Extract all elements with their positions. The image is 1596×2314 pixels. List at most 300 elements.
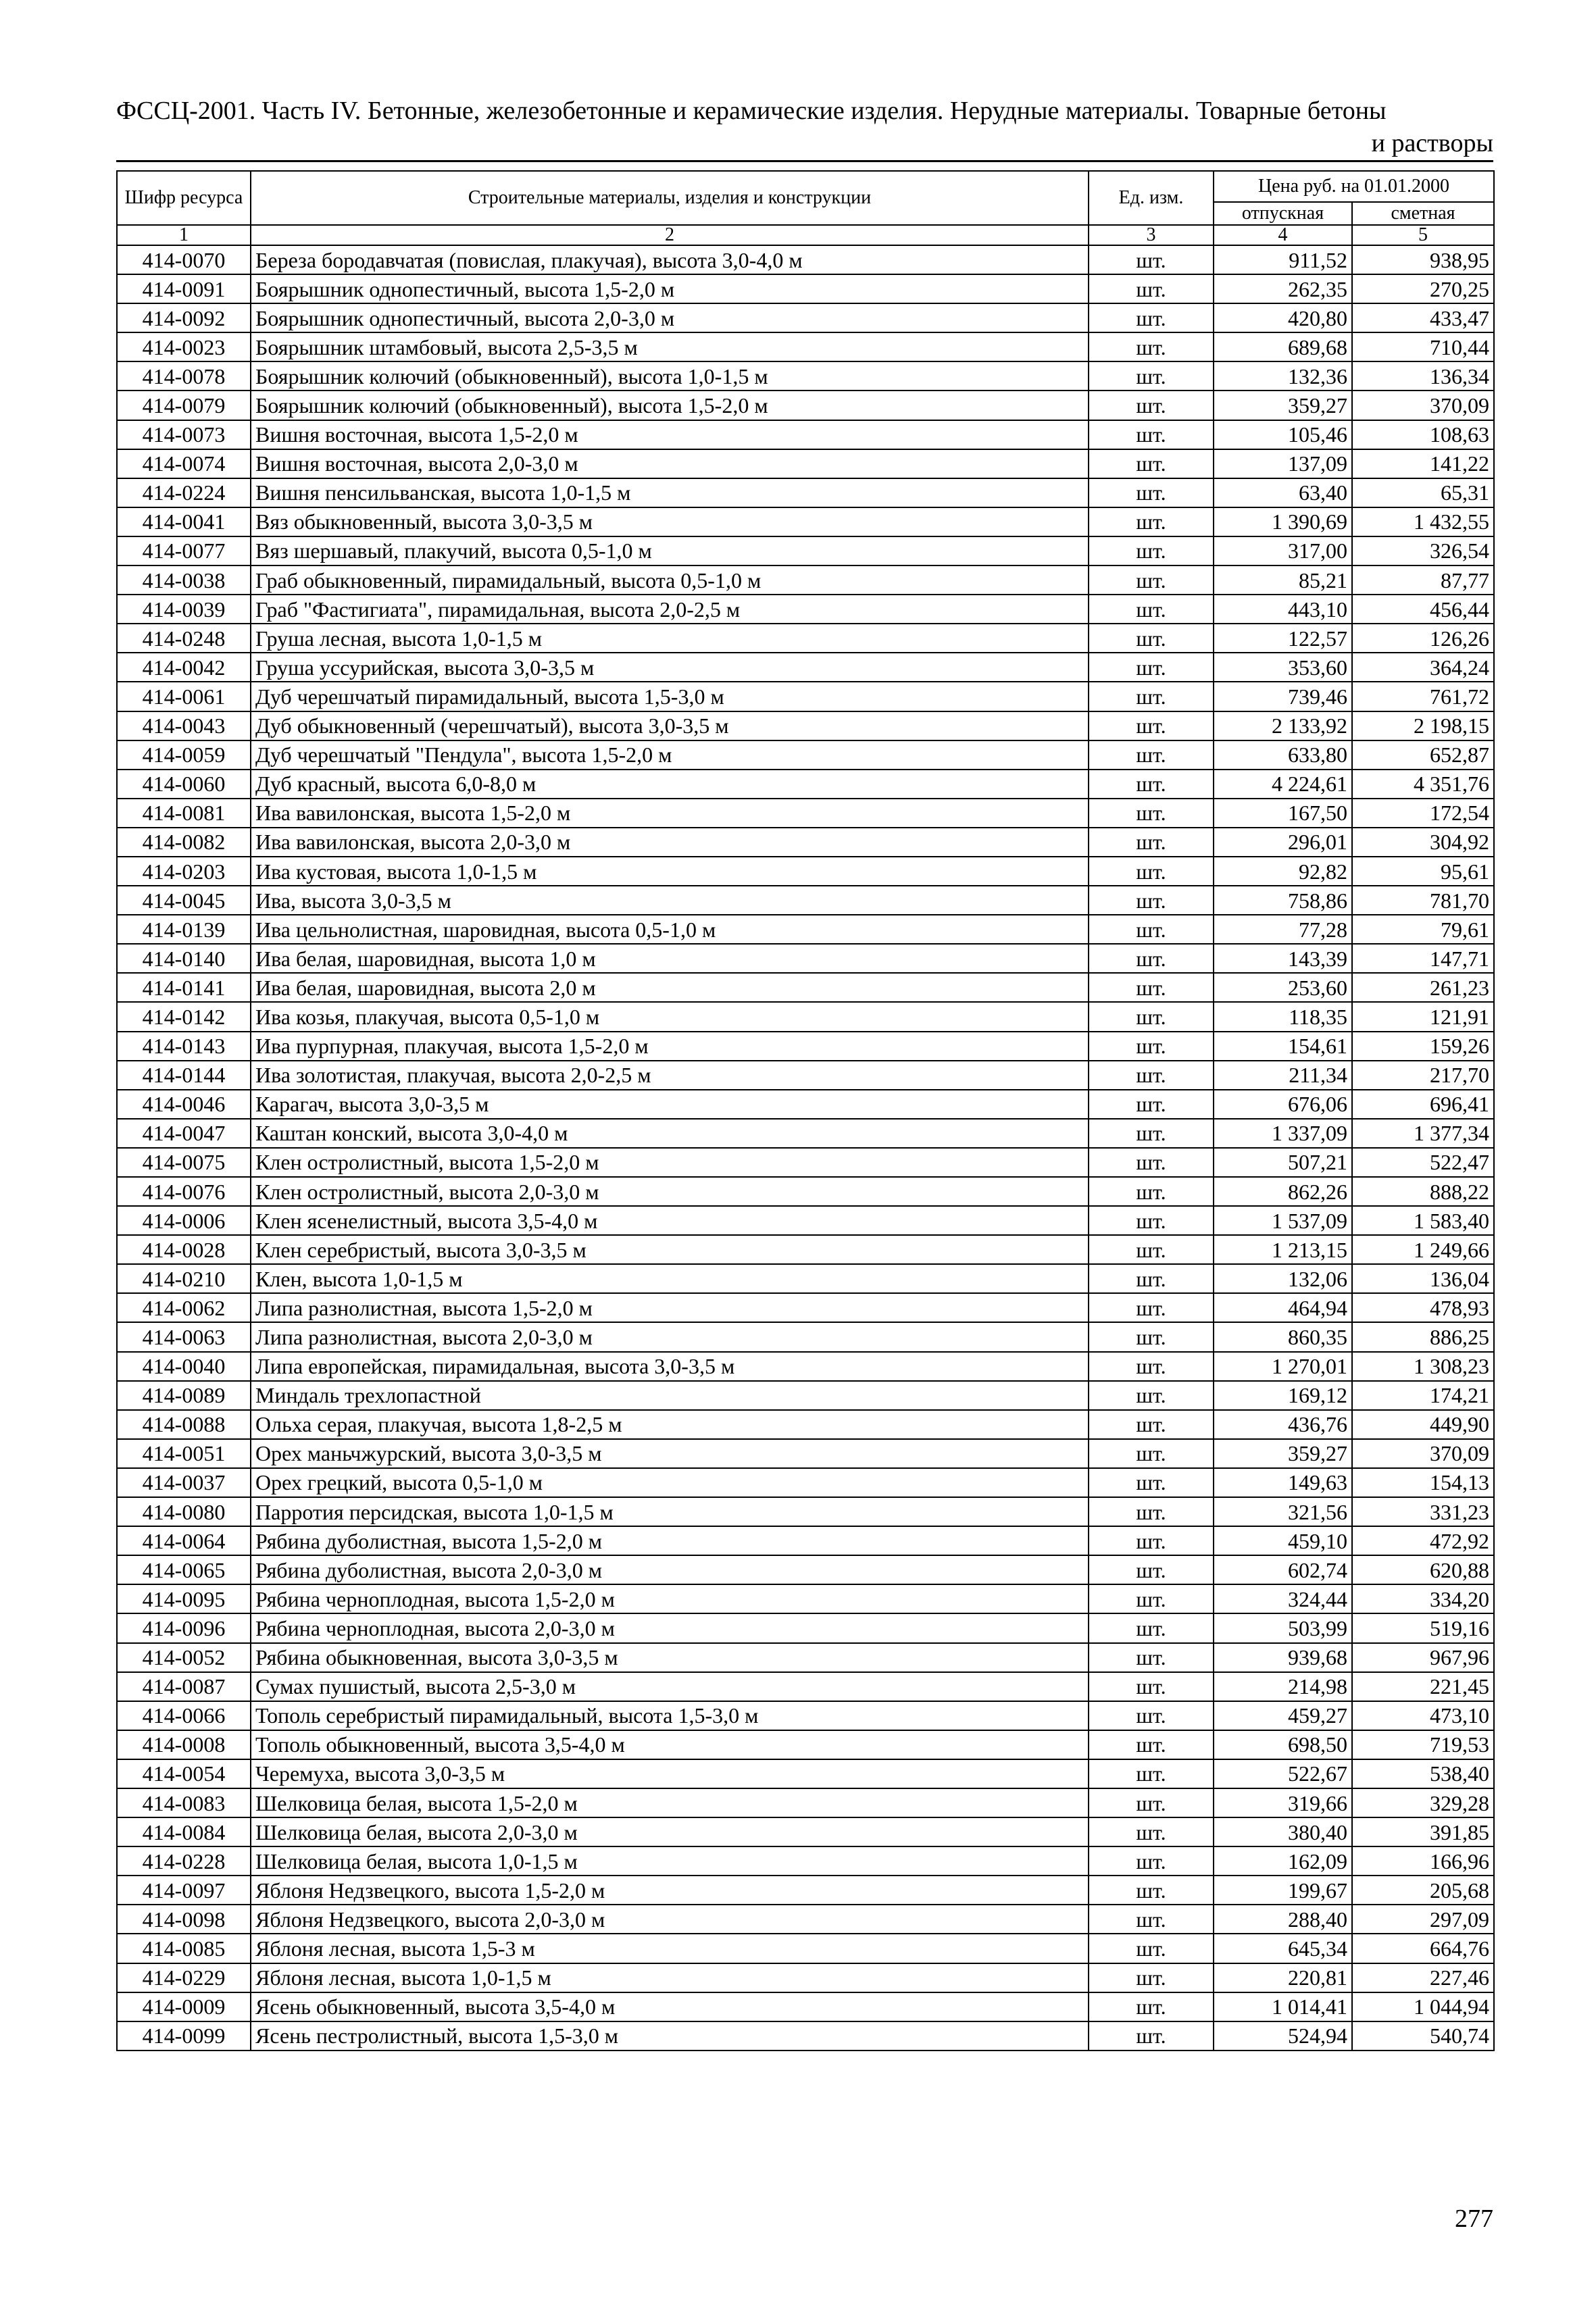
cell-name: Боярышник колючий (обыкновенный), высота 1,0-1,5 м	[251, 361, 1089, 391]
cell-code: 414-0099	[117, 2021, 251, 2051]
cell-release-price: 63,40	[1214, 478, 1352, 507]
cell-release-price: 758,86	[1214, 886, 1352, 915]
cell-name: Боярышник однопестичный, высота 2,0-3,0 м	[251, 303, 1089, 332]
table-row	[117, 2021, 1494, 2051]
cell-release-price: 122,57	[1214, 624, 1352, 653]
cell-name: Ива белая, шаровидная, высота 1,0 м	[251, 944, 1089, 973]
cell-estimate-price: 620,88	[1352, 1555, 1494, 1584]
col-number-1: 1	[117, 225, 251, 245]
cell-estimate-price: 456,44	[1352, 595, 1494, 624]
cell-estimate-price: 329,28	[1352, 1788, 1494, 1817]
cell-unit: шт.	[1089, 1206, 1214, 1235]
cell-unit: шт.	[1089, 1235, 1214, 1264]
cell-unit: шт.	[1089, 1061, 1214, 1090]
cell-code: 414-0081	[117, 799, 251, 828]
cell-code: 414-0083	[117, 1788, 251, 1817]
cell-estimate-price: 364,24	[1352, 653, 1494, 682]
cell-unit: шт.	[1089, 1817, 1214, 1846]
cell-release-price: 105,46	[1214, 420, 1352, 449]
cell-release-price: 162,09	[1214, 1846, 1352, 1876]
cell-name: Вишня восточная, высота 2,0-3,0 м	[251, 449, 1089, 478]
table-row	[117, 536, 1494, 565]
cell-release-price: 143,39	[1214, 944, 1352, 973]
cell-code: 414-0061	[117, 682, 251, 711]
cell-name: Каштан конский, высота 3,0-4,0 м	[251, 1119, 1089, 1148]
cell-code: 414-0074	[117, 449, 251, 478]
cell-estimate-price: 65,31	[1352, 478, 1494, 507]
cell-name: Вяз шершавый, плакучий, высота 0,5-1,0 м	[251, 536, 1089, 565]
cell-release-price: 77,28	[1214, 915, 1352, 944]
cell-code: 414-0228	[117, 1846, 251, 1876]
cell-release-price: 214,98	[1214, 1672, 1352, 1701]
table-row	[117, 915, 1494, 944]
cell-release-price: 739,46	[1214, 682, 1352, 711]
cell-release-price: 507,21	[1214, 1148, 1352, 1177]
table-row	[117, 1643, 1494, 1672]
table-row	[117, 449, 1494, 478]
table-row	[117, 274, 1494, 303]
cell-unit: шт.	[1089, 711, 1214, 740]
cell-code: 414-0082	[117, 828, 251, 857]
cell-code: 414-0140	[117, 944, 251, 973]
table-row	[117, 1963, 1494, 1992]
cell-name: Ива кустовая, высота 1,0-1,5 м	[251, 857, 1089, 886]
cell-estimate-price: 1 377,34	[1352, 1119, 1494, 1148]
cell-name: Липа разнолистная, высота 1,5-2,0 м	[251, 1293, 1089, 1322]
col-header-release: отпускная	[1214, 202, 1352, 225]
col-number-3: 3	[1089, 225, 1214, 245]
cell-name: Рябина дуболистная, высота 1,5-2,0 м	[251, 1526, 1089, 1555]
cell-release-price: 359,27	[1214, 391, 1352, 420]
table-row	[117, 682, 1494, 711]
cell-code: 414-0041	[117, 507, 251, 536]
cell-estimate-price: 95,61	[1352, 857, 1494, 886]
cell-name: Тополь обыкновенный, высота 3,5-4,0 м	[251, 1730, 1089, 1759]
cell-release-price: 459,10	[1214, 1526, 1352, 1555]
table-row	[117, 1468, 1494, 1497]
cell-estimate-price: 334,20	[1352, 1584, 1494, 1613]
cell-release-price: 436,76	[1214, 1410, 1352, 1439]
cell-unit: шт.	[1089, 740, 1214, 770]
cell-name: Яблоня лесная, высота 1,0-1,5 м	[251, 1963, 1089, 1992]
cell-name: Ива козья, плакучая, высота 0,5-1,0 м	[251, 1002, 1089, 1031]
cell-name: Ива вавилонская, высота 1,5-2,0 м	[251, 799, 1089, 828]
cell-unit: шт.	[1089, 1526, 1214, 1555]
cell-name: Граб обыкновенный, пирамидальный, высота 0,5-1,0 м	[251, 565, 1089, 595]
table-row	[117, 857, 1494, 886]
cell-release-price: 1 213,15	[1214, 1235, 1352, 1264]
table-row	[117, 420, 1494, 449]
cell-release-price: 353,60	[1214, 653, 1352, 682]
table-row	[117, 361, 1494, 391]
table-row	[117, 1439, 1494, 1468]
table-row	[117, 1846, 1494, 1876]
cell-code: 414-0143	[117, 1032, 251, 1061]
cell-release-price: 262,35	[1214, 274, 1352, 303]
table-row	[117, 1032, 1494, 1061]
cell-release-price: 939,68	[1214, 1643, 1352, 1672]
cell-unit: шт.	[1089, 1788, 1214, 1817]
cell-name: Сумах пушистый, высота 2,5-3,0 м	[251, 1672, 1089, 1701]
cell-unit: шт.	[1089, 361, 1214, 391]
cell-unit: шт.	[1089, 1177, 1214, 1206]
cell-unit: шт.	[1089, 507, 1214, 536]
cell-unit: шт.	[1089, 1963, 1214, 1992]
cell-code: 414-0038	[117, 565, 251, 595]
cell-estimate-price: 4 351,76	[1352, 770, 1494, 799]
cell-code: 414-0045	[117, 886, 251, 915]
cell-unit: шт.	[1089, 1992, 1214, 2021]
cell-estimate-price: 147,71	[1352, 944, 1494, 973]
cell-release-price: 420,80	[1214, 303, 1352, 332]
table-row	[117, 624, 1494, 653]
table-row	[117, 1352, 1494, 1381]
cell-unit: шт.	[1089, 973, 1214, 1002]
cell-name: Яблоня Недзвецкого, высота 1,5-2,0 м	[251, 1876, 1089, 1905]
table-row	[117, 1381, 1494, 1410]
cell-code: 414-0054	[117, 1759, 251, 1788]
cell-name: Орех маньчжурский, высота 3,0-3,5 м	[251, 1439, 1089, 1468]
cell-estimate-price: 696,41	[1352, 1090, 1494, 1119]
cell-estimate-price: 126,26	[1352, 624, 1494, 653]
cell-release-price: 911,52	[1214, 245, 1352, 274]
table-row	[117, 1526, 1494, 1555]
cell-code: 414-0080	[117, 1497, 251, 1526]
col-number-2: 2	[251, 225, 1089, 245]
cell-release-price: 199,67	[1214, 1876, 1352, 1905]
cell-code: 414-0037	[117, 1468, 251, 1497]
table-row	[117, 1788, 1494, 1817]
table-row	[117, 799, 1494, 828]
cell-name: Клен, высота 1,0-1,5 м	[251, 1264, 1089, 1293]
cell-estimate-price: 136,04	[1352, 1264, 1494, 1293]
cell-release-price: 85,21	[1214, 565, 1352, 595]
cell-code: 414-0043	[117, 711, 251, 740]
table-row	[117, 1148, 1494, 1177]
cell-estimate-price: 172,54	[1352, 799, 1494, 828]
cell-release-price: 167,50	[1214, 799, 1352, 828]
cell-name: Шелковица белая, высота 1,0-1,5 м	[251, 1846, 1089, 1876]
cell-code: 414-0084	[117, 1817, 251, 1846]
cell-name: Ива белая, шаровидная, высота 2,0 м	[251, 973, 1089, 1002]
cell-estimate-price: 304,92	[1352, 828, 1494, 857]
cell-estimate-price: 540,74	[1352, 2021, 1494, 2051]
table-row	[117, 711, 1494, 740]
cell-code: 414-0023	[117, 332, 251, 361]
cell-release-price: 132,06	[1214, 1264, 1352, 1293]
cell-name: Дуб черешчатый "Пендула", высота 1,5-2,0 м	[251, 740, 1089, 770]
cell-code: 414-0028	[117, 1235, 251, 1264]
cell-code: 414-0075	[117, 1148, 251, 1177]
cell-name: Береза бородавчатая (повислая, плакучая), высота 3,0-4,0 м	[251, 245, 1089, 274]
table-row	[117, 828, 1494, 857]
cell-code: 414-0095	[117, 1584, 251, 1613]
table-row	[117, 391, 1494, 420]
cell-code: 414-0088	[117, 1410, 251, 1439]
cell-name: Клен остролистный, высота 2,0-3,0 м	[251, 1177, 1089, 1206]
cell-estimate-price: 370,09	[1352, 1439, 1494, 1468]
cell-release-price: 149,63	[1214, 1468, 1352, 1497]
cell-estimate-price: 967,96	[1352, 1643, 1494, 1672]
cell-unit: шт.	[1089, 1148, 1214, 1177]
cell-code: 414-0042	[117, 653, 251, 682]
cell-name: Черемуха, высота 3,0-3,5 м	[251, 1759, 1089, 1788]
cell-release-price: 288,40	[1214, 1905, 1352, 1934]
table-row	[117, 1730, 1494, 1759]
table-row	[117, 303, 1494, 332]
table-row	[117, 332, 1494, 361]
cell-release-price: 524,94	[1214, 2021, 1352, 2051]
cell-unit: шт.	[1089, 1293, 1214, 1322]
table-row	[117, 1876, 1494, 1905]
cell-name: Ольха серая, плакучая, высота 1,8-2,5 м	[251, 1410, 1089, 1439]
cell-name: Яблоня Недзвецкого, высота 2,0-3,0 м	[251, 1905, 1089, 1934]
table-row	[117, 740, 1494, 770]
cell-release-price: 211,34	[1214, 1061, 1352, 1090]
table-row	[117, 478, 1494, 507]
cell-unit: шт.	[1089, 1672, 1214, 1701]
cell-code: 414-0203	[117, 857, 251, 886]
cell-unit: шт.	[1089, 857, 1214, 886]
cell-estimate-price: 326,54	[1352, 536, 1494, 565]
cell-estimate-price: 227,46	[1352, 1963, 1494, 1992]
page-number: 277	[1455, 2205, 1493, 2233]
cell-unit: шт.	[1089, 1934, 1214, 1963]
cell-name: Вишня пенсильванская, высота 1,0-1,5 м	[251, 478, 1089, 507]
cell-name: Боярышник штамбовый, высота 2,5-3,5 м	[251, 332, 1089, 361]
cell-unit: шт.	[1089, 536, 1214, 565]
page-header-line1: ФССЦ-2001. Часть IV. Бетонные, железобетонные и керамические изделия. Нерудные материалы. Товарные бетоны	[116, 97, 1387, 125]
cell-estimate-price: 154,13	[1352, 1468, 1494, 1497]
cell-name: Липа разнолистная, высота 2,0-3,0 м	[251, 1322, 1089, 1351]
cell-release-price: 132,36	[1214, 361, 1352, 391]
cell-estimate-price: 261,23	[1352, 973, 1494, 1002]
cell-estimate-price: 472,92	[1352, 1526, 1494, 1555]
cell-unit: шт.	[1089, 245, 1214, 274]
cell-name: Миндаль трехлопастной	[251, 1381, 1089, 1410]
cell-name: Дуб черешчатый пирамидальный, высота 1,5-3,0 м	[251, 682, 1089, 711]
table-row	[117, 1497, 1494, 1526]
cell-unit: шт.	[1089, 1468, 1214, 1497]
cell-release-price: 296,01	[1214, 828, 1352, 857]
cell-name: Боярышник колючий (обыкновенный), высота 1,5-2,0 м	[251, 391, 1089, 420]
cell-unit: шт.	[1089, 653, 1214, 682]
cell-code: 414-0073	[117, 420, 251, 449]
cell-unit: шт.	[1089, 1032, 1214, 1061]
cell-unit: шт.	[1089, 624, 1214, 653]
cell-estimate-price: 1 044,94	[1352, 1992, 1494, 2021]
cell-unit: шт.	[1089, 886, 1214, 915]
cell-code: 414-0079	[117, 391, 251, 420]
cell-release-price: 118,35	[1214, 1002, 1352, 1031]
cell-name: Боярышник однопестичный, высота 1,5-2,0 м	[251, 274, 1089, 303]
cell-unit: шт.	[1089, 420, 1214, 449]
cell-unit: шт.	[1089, 1002, 1214, 1031]
cell-release-price: 633,80	[1214, 740, 1352, 770]
cell-code: 414-0210	[117, 1264, 251, 1293]
cell-name: Ива цельнолистная, шаровидная, высота 0,5-1,0 м	[251, 915, 1089, 944]
cell-code: 414-0085	[117, 1934, 251, 1963]
cell-unit: шт.	[1089, 274, 1214, 303]
cell-unit: шт.	[1089, 944, 1214, 973]
cell-release-price: 137,09	[1214, 449, 1352, 478]
cell-estimate-price: 886,25	[1352, 1322, 1494, 1351]
cell-release-price: 860,35	[1214, 1322, 1352, 1351]
cell-name: Клен серебристый, высота 3,0-3,5 м	[251, 1235, 1089, 1264]
cell-unit: шт.	[1089, 1090, 1214, 1119]
cell-release-price: 676,06	[1214, 1090, 1352, 1119]
cell-unit: шт.	[1089, 1613, 1214, 1642]
cell-release-price: 1 270,01	[1214, 1352, 1352, 1381]
cell-unit: шт.	[1089, 1352, 1214, 1381]
cell-release-price: 503,99	[1214, 1613, 1352, 1642]
cell-unit: шт.	[1089, 1381, 1214, 1410]
table-row	[117, 1584, 1494, 1613]
cell-code: 414-0076	[117, 1177, 251, 1206]
cell-unit: шт.	[1089, 1643, 1214, 1672]
cell-name: Клен ясенелистный, высота 3,5-4,0 м	[251, 1206, 1089, 1235]
price-table	[116, 170, 1495, 2051]
cell-code: 414-0224	[117, 478, 251, 507]
cell-unit: шт.	[1089, 1584, 1214, 1613]
table-row	[117, 1119, 1494, 1148]
cell-unit: шт.	[1089, 1264, 1214, 1293]
cell-unit: шт.	[1089, 1701, 1214, 1730]
table-row	[117, 1090, 1494, 1119]
table-row	[117, 1759, 1494, 1788]
cell-code: 414-0092	[117, 303, 251, 332]
cell-code: 414-0051	[117, 1439, 251, 1468]
cell-unit: шт.	[1089, 1322, 1214, 1351]
cell-code: 414-0062	[117, 1293, 251, 1322]
cell-name: Ива золотистая, плакучая, высота 2,0-2,5 м	[251, 1061, 1089, 1090]
cell-estimate-price: 710,44	[1352, 332, 1494, 361]
table-row	[117, 1817, 1494, 1846]
cell-estimate-price: 87,77	[1352, 565, 1494, 595]
cell-estimate-price: 2 198,15	[1352, 711, 1494, 740]
cell-unit: шт.	[1089, 1876, 1214, 1905]
cell-release-price: 464,94	[1214, 1293, 1352, 1322]
cell-name: Ясень обыкновенный, высота 3,5-4,0 м	[251, 1992, 1089, 2021]
cell-code: 414-0087	[117, 1672, 251, 1701]
cell-name: Вишня восточная, высота 1,5-2,0 м	[251, 420, 1089, 449]
cell-code: 414-0248	[117, 624, 251, 653]
cell-release-price: 645,34	[1214, 1934, 1352, 1963]
cell-release-price: 522,67	[1214, 1759, 1352, 1788]
cell-name: Липа европейская, пирамидальная, высота 3,0-3,5 м	[251, 1352, 1089, 1381]
cell-code: 414-0059	[117, 740, 251, 770]
cell-code: 414-0139	[117, 915, 251, 944]
cell-estimate-price: 781,70	[1352, 886, 1494, 915]
table-row	[117, 1701, 1494, 1730]
table-row	[117, 1322, 1494, 1351]
table-row	[117, 1235, 1494, 1264]
table-row	[117, 565, 1494, 595]
col-header-code: Шифр ресурса	[117, 171, 251, 225]
cell-estimate-price: 473,10	[1352, 1701, 1494, 1730]
cell-estimate-price: 391,85	[1352, 1817, 1494, 1846]
cell-name: Рябина дуболистная, высота 2,0-3,0 м	[251, 1555, 1089, 1584]
cell-estimate-price: 719,53	[1352, 1730, 1494, 1759]
cell-code: 414-0091	[117, 274, 251, 303]
col-header-name: Строительные материалы, изделия и конструкции	[251, 171, 1089, 225]
cell-estimate-price: 1 308,23	[1352, 1352, 1494, 1381]
cell-estimate-price: 121,91	[1352, 1002, 1494, 1031]
cell-code: 414-0066	[117, 1701, 251, 1730]
table-row	[117, 944, 1494, 973]
cell-code: 414-0065	[117, 1555, 251, 1584]
cell-release-price: 698,50	[1214, 1730, 1352, 1759]
cell-code: 414-0008	[117, 1730, 251, 1759]
cell-name: Груша уссурийская, высота 3,0-3,5 м	[251, 653, 1089, 682]
cell-estimate-price: 478,93	[1352, 1293, 1494, 1322]
cell-code: 414-0040	[117, 1352, 251, 1381]
cell-code: 414-0089	[117, 1381, 251, 1410]
cell-unit: шт.	[1089, 828, 1214, 857]
cell-name: Ясень пестролистный, высота 1,5-3,0 м	[251, 2021, 1089, 2051]
cell-unit: шт.	[1089, 2021, 1214, 2051]
table-row	[117, 770, 1494, 799]
cell-unit: шт.	[1089, 332, 1214, 361]
table-row	[117, 1934, 1494, 1963]
table-row	[117, 1410, 1494, 1439]
cell-unit: шт.	[1089, 1497, 1214, 1526]
page-header-line2: и растворы	[1371, 129, 1493, 157]
cell-estimate-price: 108,63	[1352, 420, 1494, 449]
cell-unit: шт.	[1089, 303, 1214, 332]
table-row	[117, 245, 1494, 274]
table-row	[117, 973, 1494, 1002]
cell-code: 414-0070	[117, 245, 251, 274]
cell-name: Тополь серебристый пирамидальный, высота 1,5-3,0 м	[251, 1701, 1089, 1730]
cell-release-price: 220,81	[1214, 1963, 1352, 1992]
cell-unit: шт.	[1089, 770, 1214, 799]
cell-code: 414-0063	[117, 1322, 251, 1351]
cell-unit: шт.	[1089, 1846, 1214, 1876]
cell-name: Ива вавилонская, высота 2,0-3,0 м	[251, 828, 1089, 857]
cell-estimate-price: 1 432,55	[1352, 507, 1494, 536]
cell-estimate-price: 761,72	[1352, 682, 1494, 711]
cell-release-price: 1 337,09	[1214, 1119, 1352, 1148]
cell-name: Ива, высота 3,0-3,5 м	[251, 886, 1089, 915]
table-row	[117, 886, 1494, 915]
cell-name: Груша лесная, высота 1,0-1,5 м	[251, 624, 1089, 653]
cell-unit: шт.	[1089, 1730, 1214, 1759]
header-rule	[116, 160, 1493, 162]
cell-estimate-price: 522,47	[1352, 1148, 1494, 1177]
cell-code: 414-0046	[117, 1090, 251, 1119]
cell-unit: шт.	[1089, 1410, 1214, 1439]
table-row	[117, 595, 1494, 624]
cell-code: 414-0064	[117, 1526, 251, 1555]
cell-code: 414-0009	[117, 1992, 251, 2021]
cell-release-price: 459,27	[1214, 1701, 1352, 1730]
cell-name: Ива пурпурная, плакучая, высота 1,5-2,0 м	[251, 1032, 1089, 1061]
cell-estimate-price: 888,22	[1352, 1177, 1494, 1206]
cell-unit: шт.	[1089, 799, 1214, 828]
cell-release-price: 2 133,92	[1214, 711, 1352, 740]
cell-code: 414-0096	[117, 1613, 251, 1642]
cell-name: Клен остролистный, высота 1,5-2,0 м	[251, 1148, 1089, 1177]
table-row	[117, 1061, 1494, 1090]
cell-release-price: 154,61	[1214, 1032, 1352, 1061]
cell-code: 414-0077	[117, 536, 251, 565]
cell-unit: шт.	[1089, 391, 1214, 420]
cell-estimate-price: 159,26	[1352, 1032, 1494, 1061]
cell-code: 414-0006	[117, 1206, 251, 1235]
cell-name: Рябина черноплодная, высота 1,5-2,0 м	[251, 1584, 1089, 1613]
cell-release-price: 602,74	[1214, 1555, 1352, 1584]
